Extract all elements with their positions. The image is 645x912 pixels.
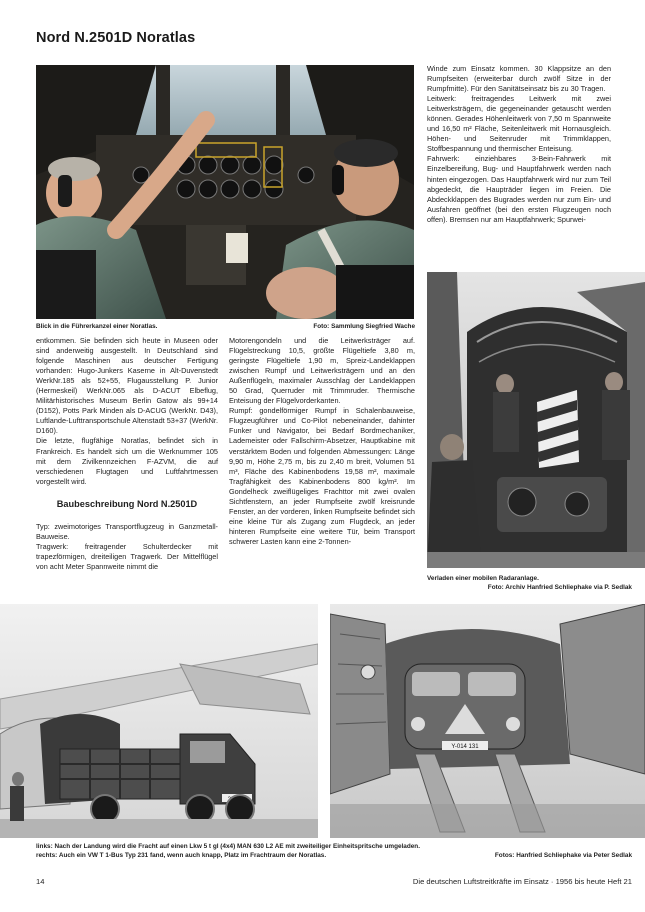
paragraph: Fahrwerk: einziehbares 3-Bein-Fahrwerk mit Einzelbereifung, Bug- und Hauptfahrwerk werden nach hinten eingezogen. Das Hauptfahrwerk wird nur zum Teil abgedeckt, die Haupträder liegen im Freien. Die Abdeckklappen des Bugrades werden nur zum Ein- und Ausfahren geöffnet (bei den ersten Flugzeugen noch offen). Bremsen nur am Hauptfahrwerk; Spurwei- — [427, 154, 611, 224]
text-column-1 — [36, 336, 218, 572]
vw-bus-loading-photo — [330, 604, 645, 838]
cockpit-caption-right: Foto: Sammlung Siegfried Wache — [313, 323, 415, 330]
radar-loading-photo — [427, 272, 645, 568]
bottom-caption-line2-right: Fotos: Hanfried Schliephake via Peter Sedlak — [494, 852, 632, 859]
paragraph: entkommen. Sie befinden sich heute in Museen oder sind anderweitig ausgestellt. In Deutschland sind folgende Maschinen aus deutscher Fertigung vorhanden: Hugo-Junkers Kaserne in Alt-Duvenstedt WerkNr.185 als 52+55, Flugausstellung P. Junior (Hermeskeil) WerkNr.065 als D-ACUT Elbeflug, Militärhistorisches Museum Berlin Gatow als 99+14 (D152), Potts Park Minden als D-ACUG (WerkNr. D43), Luftlande-Lufttransportschule Altenstadt 53+37 (WerkNr. D160). — [36, 336, 218, 436]
paragraph: Leitwerk: freitragendes Leitwerk mit zwei Leitwerksträgern, die gegeneinander getauscht werden können. Gerades Höhenleitwerk von 7,50 m Spannweite und 16,50 m² Fläche, Seitenleitwerk mit Hornausgleich. Höhen- und Seitenruder mit Trimmklappen, Stoffbespannung und thermischer Enteisung. — [427, 94, 611, 154]
publication-footer: Die deutschen Luftstreitkräfte im Einsatz · 1956 bis heute Heft 21 — [412, 877, 632, 886]
bus-license-plate: Y-014 131 — [451, 744, 479, 750]
bottom-caption-line1: links: Nach der Landung wird die Fracht auf einen Lkw 5 t gl (4x4) MAN 630 L2 AE mit zweiteiliger Einheitspritsche umgeladen. — [36, 843, 420, 850]
cockpit-photo — [36, 65, 414, 319]
paragraph: Die letzte, flugfähige Noratlas, befindet sich in Frankreich. Es handelt sich um die Werknummer 105 mit dem Zivilkennzeichen F-AZVM, die auf verschiedenen Flugtagen und Luftfahrtmessen vorgestellt wird. — [36, 436, 218, 486]
paragraph: Typ: zweimotoriges Transportflugzeug in Ganzmetall-Bauweise. — [36, 521, 218, 541]
radar-caption-line1: Verladen einer mobilen Radaranlage. — [427, 575, 539, 582]
paragraph: Motorengondeln und die Leitwerksträger auf. Flügelstreckung 10,5, größte Flügeltiefe 3,80 m, geringste Flügeltiefe 1,90 m, Spreiz-Landeklappen zwischen Rumpf und Leitwerksträgern und an den Außenflügeln, maximaler Ausschlag der Landeklappen 50 Grad, Querruder mit Trimmruder. Thermische Enteisung der Flügelvorderkanten. — [229, 336, 415, 406]
paragraph: Rumpf: gondelförmiger Rumpf in Schalenbauweise, Flugzeugführer und Co-Pilot nebeneinander, dahinter Funker und Navigator, bei Bedarf Bordmechaniker, Lademeister oder Fallschirm-Absetzer, Hauptkabine mit verstärktem Boden und folgenden Abmessungen: Länge 9,90 m, Höhe 2,75 m, bis zu 2,40 m breit, Volumen 51 m³, Fläche des Kabinenbodens 19,58 m², maximale Tragfähigkeit des Kabinenbodens 800 kg/m². Im Gondelheck zweiflügeliges Frachttor mit zwei ovalen Sichtfenstern, an jeder Rumpfseite zwölf kreisrunde Fenster, an der vorderen, linken Rumpfseite befindet sich eine kleine Tür als Zugang zum Flugdeck, an jeder hinteren Rumpfseite eine weitere Tür, beim Transport schwerer Lasten kann eine 2-Tonnen- — [229, 406, 415, 546]
bottom-caption-line2-left: rechts: Auch ein VW T 1-Bus Typ 231 fand, wenn auch knapp, Platz im Frachtraum der Noratlas. — [36, 852, 327, 859]
cockpit-caption-left: Blick in die Führerkanzel einer Noratlas. — [36, 323, 158, 330]
truck-unloading-photo — [0, 604, 318, 838]
text-column-3 — [427, 64, 611, 225]
radar-caption-line2: Foto: Archiv Hanfried Schliephake via P. Sedlak — [487, 584, 632, 591]
page-title: Nord N.2501D Noratlas — [36, 30, 196, 46]
section-heading: Baubeschreibung Nord N.2501D — [56, 498, 198, 509]
text-column-2 — [229, 336, 415, 547]
paragraph: Tragwerk: freitragender Schulterdecker mit trapezförmigen, dreiteiligen Tragwerk. Der Mittelflügel von acht Meter Spannweite nimmt die — [36, 541, 218, 571]
paragraph: Winde zum Einsatz kommen. 30 Klappsitze an den Rumpfseiten (erweiterbar durch zwölf Sitze in der Rumpfmitte). Für den Sanitätseinsatz bis zu 30 Tragen. — [427, 64, 611, 94]
page-number: 14 — [36, 877, 45, 886]
